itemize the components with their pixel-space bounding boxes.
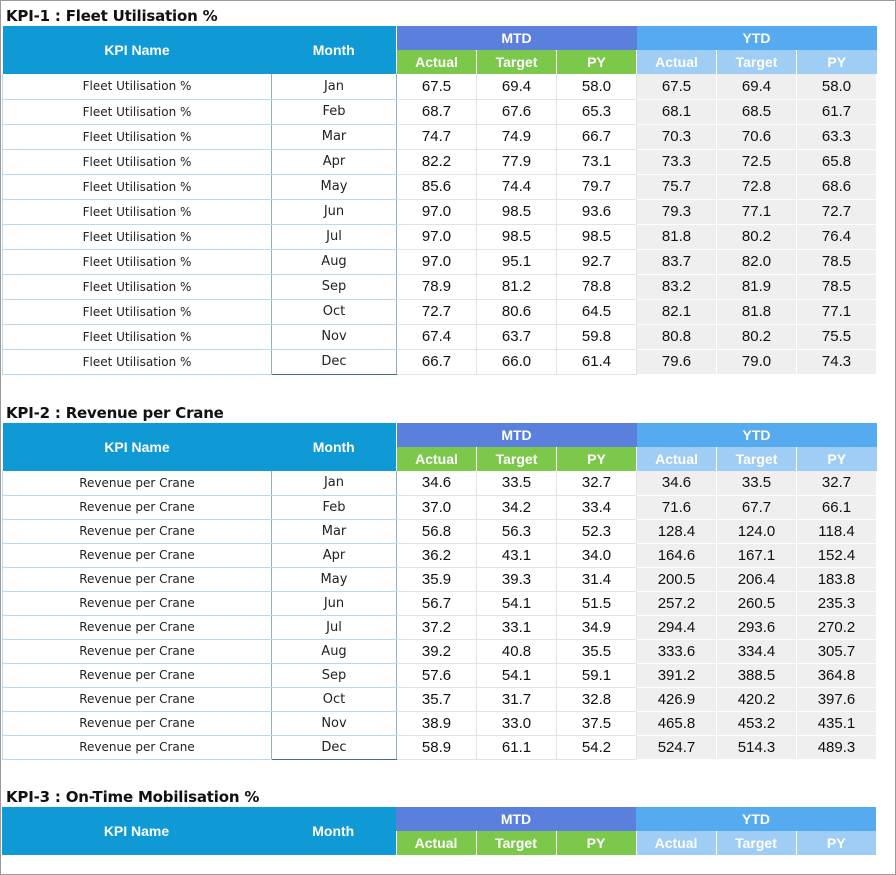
cell-mtd-actual[interactable]: 56.7 [397, 591, 477, 615]
table-row [3, 543, 877, 567]
cell-mtd-py[interactable]: 59.8 [557, 324, 637, 349]
table-row [3, 199, 877, 224]
cell-ytd-py[interactable]: 72.7 [797, 199, 877, 224]
cell-ytd-py[interactable]: 58.0 [797, 74, 877, 99]
cell-month[interactable]: Mar [272, 519, 397, 543]
header-month: Month [271, 807, 396, 855]
header-ytd-actual: Actual [636, 831, 716, 855]
cell-ytd-target[interactable]: 420.2 [717, 687, 797, 711]
cell-mtd-actual[interactable]: 97.0 [397, 224, 477, 249]
cell-month[interactable]: Jun [272, 199, 397, 224]
cell-mtd-target[interactable]: 66.0 [477, 349, 557, 374]
kpi-2-title: KPI-2 : Revenue per Crane [6, 404, 224, 422]
cell-mtd-actual[interactable]: 67.5 [397, 74, 477, 99]
header-mtd-actual: Actual [397, 447, 477, 471]
header-mtd-actual: Actual [396, 831, 476, 855]
table-row [3, 249, 877, 274]
cell-mtd-target[interactable]: 34.2 [477, 495, 557, 519]
cell-ytd-target[interactable]: 79.0 [717, 349, 797, 374]
kpi-2-table [2, 423, 877, 760]
cell-month[interactable]: Aug [272, 639, 397, 663]
kpi-3-title: KPI-3 : On-Time Mobilisation % [6, 788, 260, 806]
cell-mtd-actual[interactable]: 37.0 [397, 495, 477, 519]
cell-mtd-actual[interactable]: 35.9 [397, 567, 477, 591]
cell-month[interactable]: May [272, 174, 397, 199]
cell-mtd-actual[interactable]: 67.4 [397, 324, 477, 349]
cell-ytd-target[interactable]: 80.2 [717, 224, 797, 249]
cell-ytd-actual[interactable]: 71.6 [637, 495, 717, 519]
cell-ytd-actual[interactable]: 257.2 [637, 591, 717, 615]
cell-ytd-py[interactable]: 32.7 [797, 471, 877, 495]
cell-mtd-py[interactable]: 32.7 [557, 471, 637, 495]
cell-mtd-actual[interactable]: 35.7 [397, 687, 477, 711]
cell-mtd-py[interactable]: 34.0 [557, 543, 637, 567]
cell-ytd-actual[interactable]: 79.6 [637, 349, 717, 374]
cell-mtd-py[interactable]: 54.2 [557, 735, 637, 759]
cell-mtd-actual[interactable]: 97.0 [397, 199, 477, 224]
cell-kpi-name[interactable]: Fleet Utilisation % [3, 349, 272, 374]
cell-month[interactable]: Feb [272, 99, 397, 124]
cell-mtd-actual[interactable]: 36.2 [397, 543, 477, 567]
cell-ytd-actual[interactable]: 34.6 [637, 471, 717, 495]
header-ytd-actual: Actual [637, 50, 717, 74]
cell-ytd-py[interactable]: 152.4 [797, 543, 877, 567]
cell-kpi-name[interactable]: Revenue per Crane [3, 495, 272, 519]
cell-kpi-name[interactable]: Fleet Utilisation % [3, 249, 272, 274]
cell-kpi-name[interactable]: Fleet Utilisation % [3, 124, 272, 149]
cell-mtd-actual[interactable]: 85.6 [397, 174, 477, 199]
cell-mtd-py[interactable]: 33.4 [557, 495, 637, 519]
cell-month[interactable]: Oct [272, 299, 397, 324]
table-row [3, 224, 877, 249]
cell-ytd-py[interactable]: 61.7 [797, 99, 877, 124]
cell-month[interactable]: Jul [272, 615, 397, 639]
cell-mtd-target[interactable]: 95.1 [477, 249, 557, 274]
cell-kpi-name[interactable]: Revenue per Crane [3, 567, 272, 591]
cell-mtd-py[interactable]: 32.8 [557, 687, 637, 711]
cell-ytd-actual[interactable]: 73.3 [637, 149, 717, 174]
cell-mtd-target[interactable]: 81.2 [477, 274, 557, 299]
cell-ytd-py[interactable]: 435.1 [797, 711, 877, 735]
cell-ytd-py[interactable]: 305.7 [797, 639, 877, 663]
cell-mtd-py[interactable]: 31.4 [557, 567, 637, 591]
cell-mtd-target[interactable]: 39.3 [477, 567, 557, 591]
cell-ytd-actual[interactable]: 68.1 [637, 99, 717, 124]
table-row [3, 349, 877, 374]
cell-kpi-name[interactable]: Fleet Utilisation % [3, 174, 272, 199]
cell-mtd-target[interactable]: 56.3 [477, 519, 557, 543]
cell-ytd-target[interactable]: 80.2 [717, 324, 797, 349]
cell-mtd-target[interactable]: 54.1 [477, 663, 557, 687]
header-ytd-actual: Actual [637, 447, 717, 471]
cell-ytd-target[interactable]: 388.5 [717, 663, 797, 687]
cell-month[interactable]: Nov [272, 711, 397, 735]
cell-mtd-actual[interactable]: 56.8 [397, 519, 477, 543]
cell-ytd-py[interactable]: 270.2 [797, 615, 877, 639]
header-ytd-py: PY [797, 447, 877, 471]
cell-ytd-target[interactable]: 81.8 [717, 299, 797, 324]
cell-mtd-actual[interactable]: 37.2 [397, 615, 477, 639]
table-row [3, 149, 877, 174]
cell-ytd-actual[interactable]: 82.1 [637, 299, 717, 324]
cell-ytd-py[interactable]: 489.3 [797, 735, 877, 759]
header-mtd-py: PY [557, 50, 637, 74]
header-ytd-target: Target [717, 50, 797, 74]
cell-month[interactable]: Dec [272, 349, 397, 374]
cell-mtd-py[interactable]: 58.0 [557, 74, 637, 99]
cell-ytd-py[interactable]: 75.5 [797, 324, 877, 349]
cell-month[interactable]: Apr [272, 543, 397, 567]
cell-ytd-py[interactable]: 77.1 [797, 299, 877, 324]
cell-mtd-target[interactable]: 33.0 [477, 711, 557, 735]
cell-month[interactable]: Oct [272, 687, 397, 711]
cell-mtd-py[interactable]: 79.7 [557, 174, 637, 199]
cell-ytd-target[interactable]: 72.8 [717, 174, 797, 199]
table-row [3, 124, 877, 149]
table-row [3, 711, 877, 735]
cell-kpi-name[interactable]: Fleet Utilisation % [3, 74, 272, 99]
cell-ytd-target[interactable]: 293.6 [717, 615, 797, 639]
header-month: Month [272, 423, 397, 471]
cell-ytd-target[interactable]: 72.5 [717, 149, 797, 174]
cell-kpi-name[interactable]: Fleet Utilisation % [3, 199, 272, 224]
table-row [3, 519, 877, 543]
cell-mtd-py[interactable]: 73.1 [557, 149, 637, 174]
cell-mtd-target[interactable]: 63.7 [477, 324, 557, 349]
cell-ytd-py[interactable]: 78.5 [797, 274, 877, 299]
cell-mtd-target[interactable]: 33.5 [477, 471, 557, 495]
cell-ytd-py[interactable]: 118.4 [797, 519, 877, 543]
header-kpi-name: KPI Name [3, 423, 272, 471]
header-ytd-py: PY [797, 50, 877, 74]
cell-ytd-actual[interactable]: 164.6 [637, 543, 717, 567]
cell-kpi-name[interactable]: Revenue per Crane [3, 519, 272, 543]
cell-month[interactable]: Sep [272, 663, 397, 687]
cell-ytd-target[interactable]: 69.4 [717, 74, 797, 99]
cell-mtd-target[interactable]: 98.5 [477, 224, 557, 249]
cell-mtd-target[interactable]: 67.6 [477, 99, 557, 124]
cell-kpi-name[interactable]: Fleet Utilisation % [3, 274, 272, 299]
cell-mtd-py[interactable]: 51.5 [557, 591, 637, 615]
header-kpi-name: KPI Name [3, 26, 272, 74]
cell-ytd-target[interactable]: 124.0 [717, 519, 797, 543]
cell-month[interactable]: Mar [272, 124, 397, 149]
header-mtd: MTD [397, 423, 637, 447]
header-mtd: MTD [397, 26, 637, 50]
cell-ytd-py[interactable]: 66.1 [797, 495, 877, 519]
kpi-1-title: KPI-1 : Fleet Utilisation % [6, 7, 218, 25]
cell-ytd-target[interactable]: 81.9 [717, 274, 797, 299]
cell-mtd-actual[interactable]: 78.9 [397, 274, 477, 299]
cell-mtd-py[interactable]: 35.5 [557, 639, 637, 663]
cell-ytd-target[interactable]: 33.5 [717, 471, 797, 495]
cell-ytd-actual[interactable]: 426.9 [637, 687, 717, 711]
cell-mtd-py[interactable]: 78.8 [557, 274, 637, 299]
cell-month[interactable]: Jun [272, 591, 397, 615]
header-ytd: YTD [636, 807, 876, 831]
cell-ytd-py[interactable]: 183.8 [797, 567, 877, 591]
cell-ytd-py[interactable]: 397.6 [797, 687, 877, 711]
cell-mtd-py[interactable]: 59.1 [557, 663, 637, 687]
cell-mtd-py[interactable]: 98.5 [557, 224, 637, 249]
cell-ytd-actual[interactable]: 75.7 [637, 174, 717, 199]
cell-month[interactable]: Apr [272, 149, 397, 174]
table-row [3, 735, 877, 759]
cell-mtd-actual[interactable]: 82.2 [397, 149, 477, 174]
cell-mtd-target[interactable]: 33.1 [477, 615, 557, 639]
cell-ytd-actual[interactable]: 80.8 [637, 324, 717, 349]
cell-month[interactable]: Feb [272, 495, 397, 519]
cell-kpi-name[interactable]: Revenue per Crane [3, 735, 272, 759]
cell-ytd-actual[interactable]: 79.3 [637, 199, 717, 224]
cell-ytd-actual[interactable]: 81.8 [637, 224, 717, 249]
header-ytd-target: Target [717, 447, 797, 471]
cell-ytd-target[interactable]: 453.2 [717, 711, 797, 735]
cell-ytd-actual[interactable]: 524.7 [637, 735, 717, 759]
cell-kpi-name[interactable]: Fleet Utilisation % [3, 299, 272, 324]
cell-mtd-actual[interactable]: 38.9 [397, 711, 477, 735]
cell-ytd-target[interactable]: 82.0 [717, 249, 797, 274]
cell-ytd-target[interactable]: 334.4 [717, 639, 797, 663]
header-ytd-target: Target [716, 831, 796, 855]
header-mtd-actual: Actual [397, 50, 477, 74]
cell-ytd-py[interactable]: 235.3 [797, 591, 877, 615]
cell-mtd-target[interactable]: 74.9 [477, 124, 557, 149]
cell-month[interactable]: Nov [272, 324, 397, 349]
table-row [3, 174, 877, 199]
cell-mtd-target[interactable]: 31.7 [477, 687, 557, 711]
cell-mtd-target[interactable]: 98.5 [477, 199, 557, 224]
table-row [3, 687, 877, 711]
cell-mtd-actual[interactable]: 34.6 [397, 471, 477, 495]
header-mtd-target: Target [477, 50, 557, 74]
cell-ytd-py[interactable]: 74.3 [797, 349, 877, 374]
cell-kpi-name[interactable]: Revenue per Crane [3, 471, 272, 495]
table-row [3, 99, 877, 124]
cell-ytd-py[interactable]: 65.8 [797, 149, 877, 174]
table-row [3, 663, 877, 687]
cell-ytd-py[interactable]: 76.4 [797, 224, 877, 249]
cell-month[interactable]: Dec [272, 735, 397, 759]
cell-mtd-py[interactable]: 64.5 [557, 299, 637, 324]
table-row [3, 324, 877, 349]
cell-mtd-target[interactable]: 40.8 [477, 639, 557, 663]
table-row [3, 591, 877, 615]
cell-ytd-target[interactable]: 206.4 [717, 567, 797, 591]
cell-month[interactable]: May [272, 567, 397, 591]
table-row [3, 639, 877, 663]
cell-ytd-py[interactable]: 68.6 [797, 174, 877, 199]
table-row [3, 274, 877, 299]
header-mtd-py: PY [556, 831, 636, 855]
cell-kpi-name[interactable]: Fleet Utilisation % [3, 224, 272, 249]
cell-kpi-name[interactable]: Fleet Utilisation % [3, 99, 272, 124]
cell-mtd-target[interactable]: 54.1 [477, 591, 557, 615]
header-month: Month [272, 26, 397, 74]
header-mtd-target: Target [477, 447, 557, 471]
cell-month[interactable]: Sep [272, 274, 397, 299]
cell-kpi-name[interactable]: Revenue per Crane [3, 543, 272, 567]
table-row [3, 471, 877, 495]
cell-mtd-actual[interactable]: 66.7 [397, 349, 477, 374]
cell-mtd-py[interactable]: 92.7 [557, 249, 637, 274]
cell-ytd-target[interactable]: 260.5 [717, 591, 797, 615]
cell-ytd-actual[interactable]: 128.4 [637, 519, 717, 543]
cell-mtd-py[interactable]: 34.9 [557, 615, 637, 639]
cell-ytd-py[interactable]: 78.5 [797, 249, 877, 274]
cell-kpi-name[interactable]: Revenue per Crane [3, 615, 272, 639]
table-row [3, 74, 877, 99]
cell-mtd-target[interactable]: 69.4 [477, 74, 557, 99]
table-row [3, 495, 877, 519]
cell-mtd-target[interactable]: 77.9 [477, 149, 557, 174]
cell-ytd-target[interactable]: 68.5 [717, 99, 797, 124]
cell-mtd-target[interactable]: 61.1 [477, 735, 557, 759]
cell-ytd-py[interactable]: 364.8 [797, 663, 877, 687]
cell-ytd-actual[interactable]: 83.2 [637, 274, 717, 299]
cell-mtd-actual[interactable]: 72.7 [397, 299, 477, 324]
cell-month[interactable]: Aug [272, 249, 397, 274]
cell-kpi-name[interactable]: Revenue per Crane [3, 687, 272, 711]
cell-mtd-target[interactable]: 80.6 [477, 299, 557, 324]
cell-ytd-target[interactable]: 167.1 [717, 543, 797, 567]
header-ytd: YTD [637, 423, 877, 447]
cell-mtd-py[interactable]: 37.5 [557, 711, 637, 735]
cell-mtd-py[interactable]: 61.4 [557, 349, 637, 374]
header-mtd: MTD [396, 807, 636, 831]
cell-ytd-actual[interactable]: 83.7 [637, 249, 717, 274]
header-ytd: YTD [637, 26, 877, 50]
kpi-1-table [2, 26, 877, 375]
cell-mtd-py[interactable]: 66.7 [557, 124, 637, 149]
cell-mtd-actual[interactable]: 39.2 [397, 639, 477, 663]
cell-ytd-actual[interactable]: 333.6 [637, 639, 717, 663]
header-ytd-py: PY [796, 831, 876, 855]
cell-mtd-py[interactable]: 65.3 [557, 99, 637, 124]
cell-mtd-target[interactable]: 43.1 [477, 543, 557, 567]
cell-kpi-name[interactable]: Revenue per Crane [3, 663, 272, 687]
cell-kpi-name[interactable]: Fleet Utilisation % [3, 149, 272, 174]
cell-month[interactable]: Jul [272, 224, 397, 249]
cell-ytd-target[interactable]: 514.3 [717, 735, 797, 759]
cell-mtd-py[interactable]: 52.3 [557, 519, 637, 543]
cell-kpi-name[interactable]: Revenue per Crane [3, 591, 272, 615]
cell-ytd-target[interactable]: 67.7 [717, 495, 797, 519]
cell-mtd-actual[interactable]: 97.0 [397, 249, 477, 274]
cell-mtd-actual[interactable]: 74.7 [397, 124, 477, 149]
cell-ytd-target[interactable]: 77.1 [717, 199, 797, 224]
cell-mtd-target[interactable]: 74.4 [477, 174, 557, 199]
cell-ytd-actual[interactable]: 67.5 [637, 74, 717, 99]
table-row [3, 567, 877, 591]
table-row [3, 299, 877, 324]
table-row [3, 615, 877, 639]
header-mtd-py: PY [557, 447, 637, 471]
cell-kpi-name[interactable]: Revenue per Crane [3, 639, 272, 663]
cell-ytd-actual[interactable]: 200.5 [637, 567, 717, 591]
cell-mtd-actual[interactable]: 57.6 [397, 663, 477, 687]
cell-kpi-name[interactable]: Revenue per Crane [3, 711, 272, 735]
cell-ytd-target[interactable]: 70.6 [717, 124, 797, 149]
cell-month[interactable]: Jan [272, 74, 397, 99]
cell-ytd-actual[interactable]: 70.3 [637, 124, 717, 149]
cell-ytd-actual[interactable]: 391.2 [637, 663, 717, 687]
cell-month[interactable]: Jan [272, 471, 397, 495]
cell-mtd-py[interactable]: 93.6 [557, 199, 637, 224]
cell-ytd-actual[interactable]: 465.8 [637, 711, 717, 735]
cell-kpi-name[interactable]: Fleet Utilisation % [3, 324, 272, 349]
cell-mtd-actual[interactable]: 68.7 [397, 99, 477, 124]
kpi-3-table [2, 807, 876, 855]
cell-ytd-py[interactable]: 63.3 [797, 124, 877, 149]
cell-mtd-actual[interactable]: 58.9 [397, 735, 477, 759]
header-kpi-name: KPI Name [2, 807, 271, 855]
header-mtd-target: Target [476, 831, 556, 855]
cell-ytd-actual[interactable]: 294.4 [637, 615, 717, 639]
